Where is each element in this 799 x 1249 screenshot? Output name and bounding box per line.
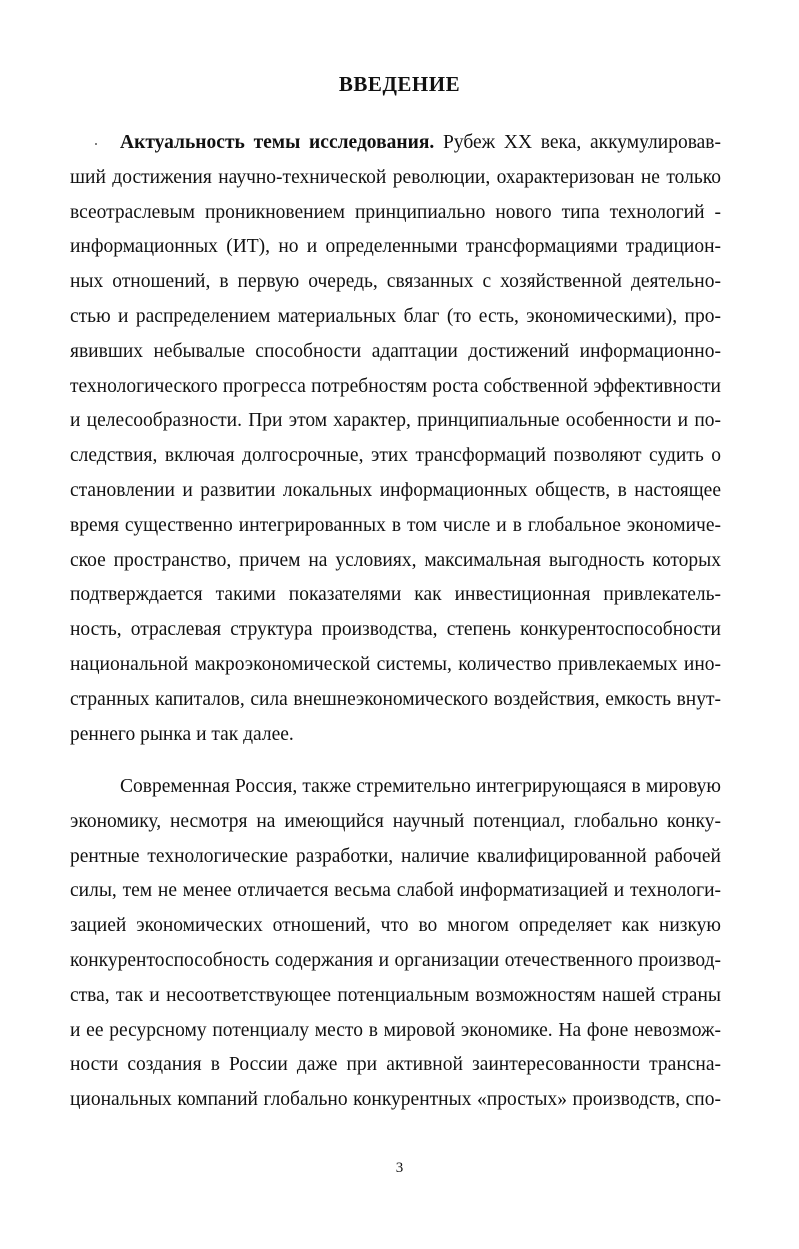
paragraph-line: явивших небывалые способности адаптации достижений информационно-: [70, 340, 721, 362]
paragraph-line: всеотраслевым проникновением принципиально нового типа технологий -: [70, 201, 721, 223]
paragraph-line: информационных (ИТ), но и определенными трансформациями традицион-: [70, 236, 721, 258]
paragraph-line: технологического прогресса потребностям роста собственной эффективности: [70, 375, 721, 397]
paragraph-line: становлении и развитии локальных информационных обществ, в настоящее: [70, 479, 721, 501]
paragraph-line: ства, так и несоответствующее потенциальным возможностям нашей страны: [70, 984, 721, 1006]
paragraph-line: силы, тем не менее отличается весьма слабой информатизацией и технологи-: [70, 880, 721, 902]
paragraph-russia: [70, 770, 721, 1118]
paragraph-line: зацией экономических отношений, что во многом определяет как низкую: [70, 915, 721, 937]
lead-heading: Актуальность темы исследования.: [120, 132, 435, 153]
paragraph-line: время существенно интегрированных в том числе и в глобальное экономиче-: [70, 514, 721, 536]
paragraph-line: странных капиталов, сила внешнеэкономического воздействия, емкость внут-: [70, 688, 721, 710]
paragraph-line: ший достижения научно-технической революции, охарактеризован не только: [70, 166, 721, 188]
paragraph-line: следствия, включая долгосрочные, этих трансформаций позволяют судить о: [70, 445, 721, 467]
paragraph-line: ность, отраслевая структура производства, степень конкурентоспособности: [70, 619, 721, 641]
paragraph-line: реннего рынка и так далее.: [70, 723, 294, 745]
page-title: ВВЕДЕНИЕ: [338, 72, 461, 96]
paragraph-line: циональных компаний глобально конкурентных «простых» производств, спо-: [70, 1089, 721, 1111]
paragraph-line: ности создания в России даже при активной заинтересованности трансна-: [70, 1054, 721, 1076]
paragraph-line: и ее ресурсному потенциалу место в мировой экономике. На фоне невозмож-: [70, 1019, 721, 1041]
paragraph-line: ных отношений, в первую очередь, связанных с хозяйственной деятельно-: [70, 271, 721, 293]
paragraph-relevance: [70, 126, 721, 752]
paragraph-line: национальной макроэкономической системы, количество привлекаемых ино-: [70, 653, 721, 675]
page-number: 3: [395, 1160, 404, 1176]
paragraph-line: экономику, несмотря на имеющийся научный потенциал, глобально конку-: [70, 810, 721, 832]
paragraph-line: подтверждается такими показателями как инвестиционная привлекатель-: [70, 584, 721, 606]
paragraph-line: рентные технологические разработки, наличие квалифицированной рабочей: [70, 845, 721, 867]
paragraph-line: Актуальность темы исследования. Рубеж XX века, аккумулировав-: [120, 132, 721, 153]
paragraph-line: стью и распределением материальных благ (то есть, экономическими), про-: [70, 305, 721, 327]
paragraph-line: ское пространство, причем на условиях, максимальная выгодность которых: [70, 549, 721, 571]
paragraph-line: конкурентоспособность содержания и организации отечественного производ-: [70, 949, 721, 971]
paragraph-line: Современная Россия, также стремительно интегрирующаяся в мировую: [120, 776, 721, 797]
paragraph-line: и целесообразности. При этом характер, принципиальные особенности и по-: [70, 410, 721, 432]
